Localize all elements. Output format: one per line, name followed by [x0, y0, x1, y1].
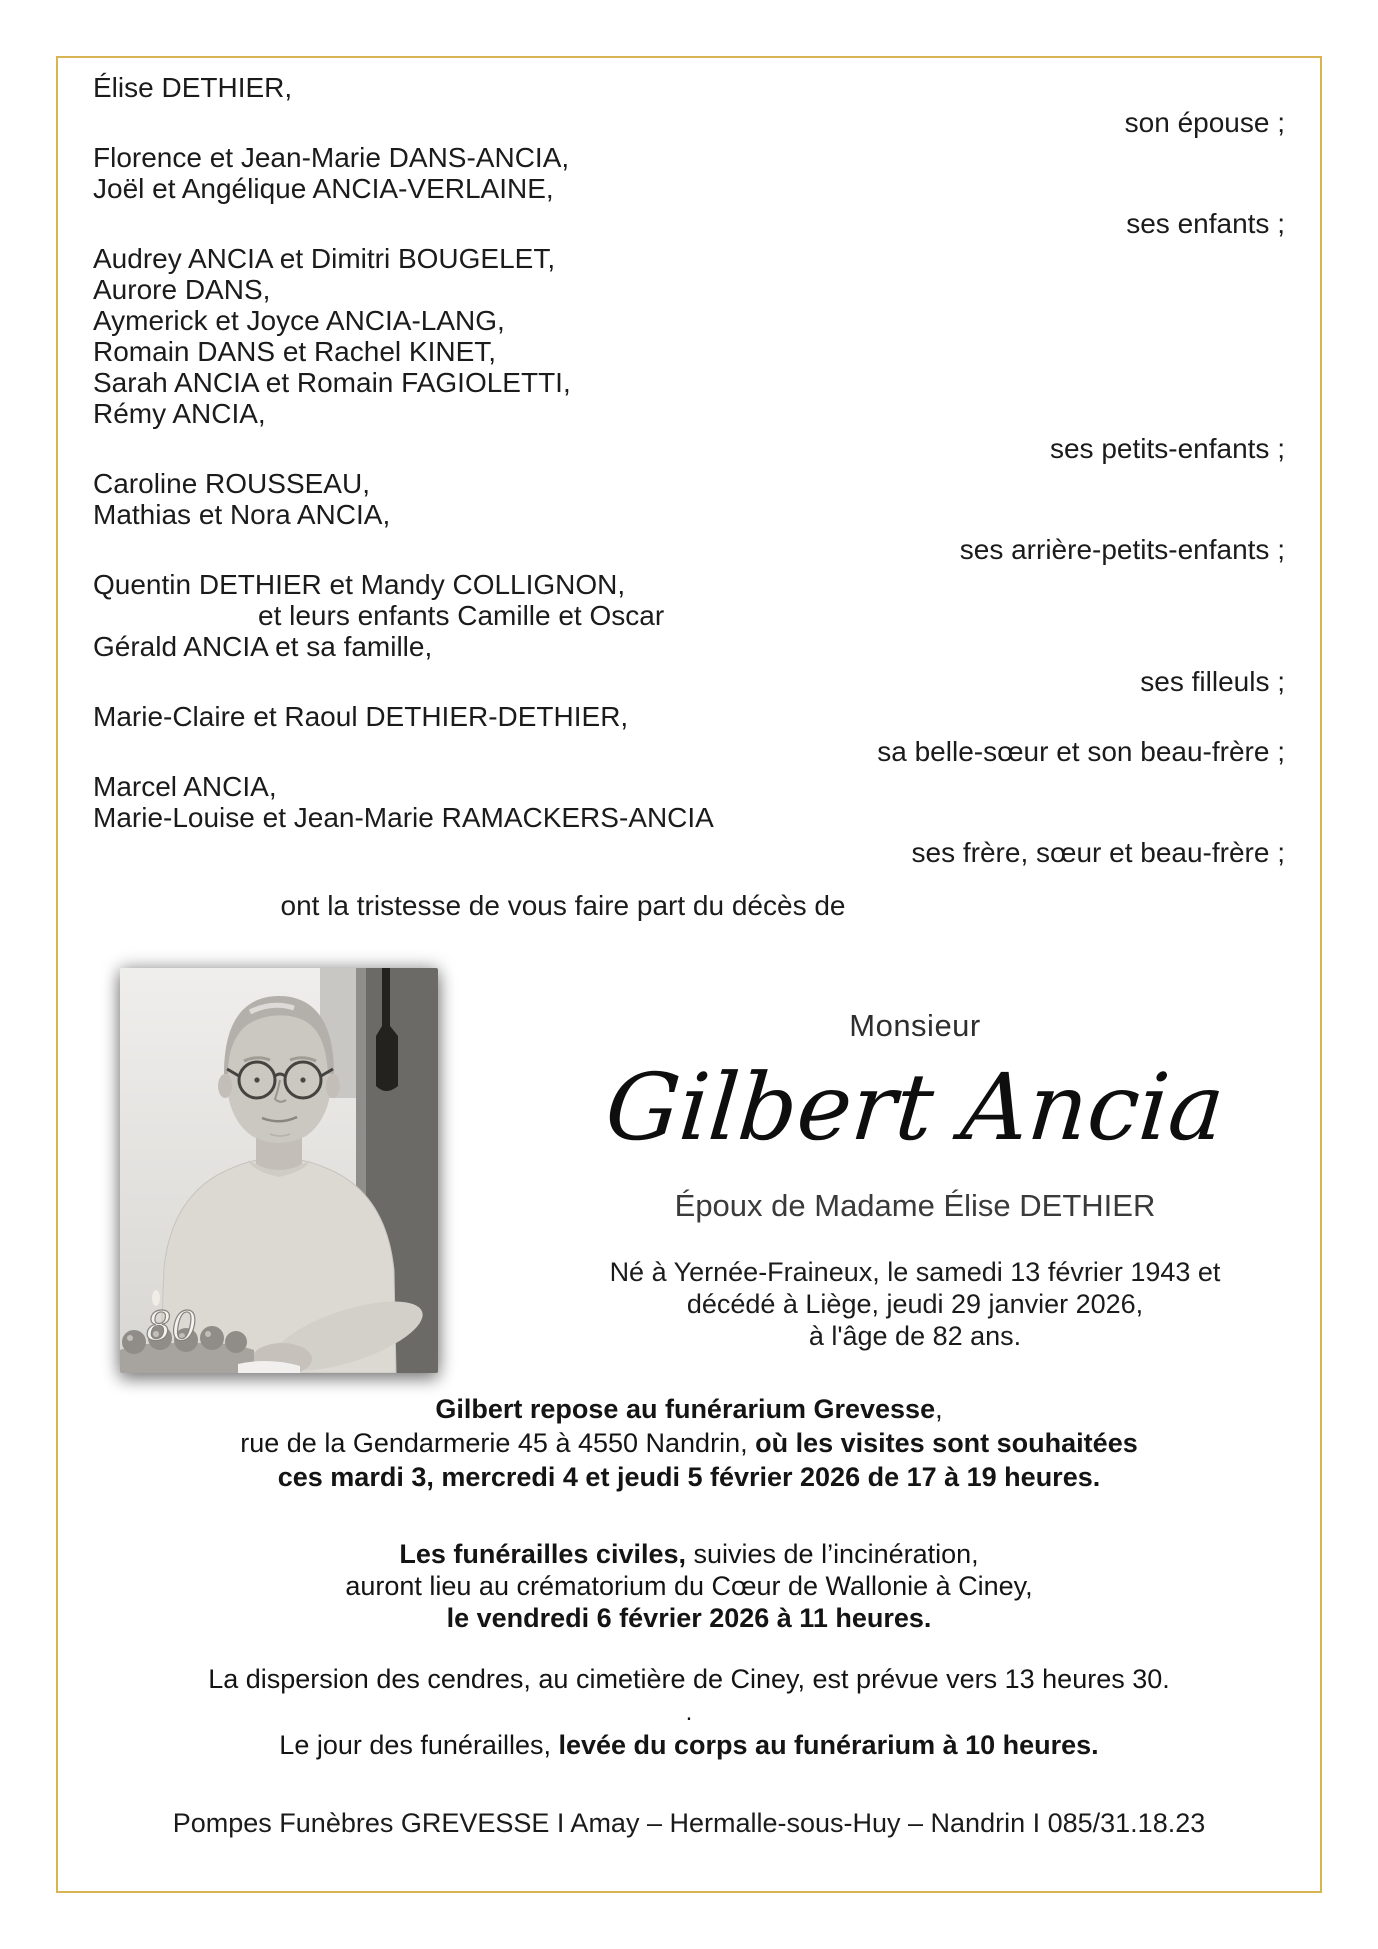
family-line: Joël et Angélique ANCIA-VERLAINE, — [93, 173, 554, 204]
family-line: Mathias et Nora ANCIA, — [93, 499, 391, 530]
family-line: Aymerick et Joyce ANCIA-LANG, — [93, 305, 505, 336]
family-line: Marie-Louise et Jean-Marie RAMACKERS-ANCIA — [93, 802, 714, 833]
birth-line: Né à Yernée-Fraineux, le samedi 13 février 1943 et — [609, 1257, 1221, 1287]
cake-number-candles: 80 — [146, 1304, 197, 1350]
funeral-line-1-bold: Les funérailles civiles, — [399, 1539, 686, 1569]
family-list — [93, 66, 1285, 872]
family-line: ses filleuls ; — [1140, 666, 1285, 697]
separator-dot: . — [685, 1699, 693, 1726]
levee-line-plain: Le jour des funérailles, — [279, 1730, 559, 1760]
funeral-line-2: auront lieu au crématorium du Cœur de Wallonie à Ciney, — [345, 1571, 1033, 1601]
family-line: Aurore DANS, — [93, 274, 271, 305]
age-line: à l'âge de 82 ans. — [808, 1321, 1022, 1351]
family-line: Romain DANS et Rachel KINET, — [93, 336, 497, 367]
intro-line: ont la tristesse de vous faire part du décès de — [280, 890, 846, 921]
spouse-line: Époux de Madame Élise DETHIER — [674, 1188, 1156, 1223]
right-ear — [326, 1074, 340, 1098]
repose-notice — [60, 1392, 1318, 1494]
funeral-home-footer: Pompes Funèbres GREVESSE I Amay – Hermalle-sous-Huy – Nandrin I 085/31.18.23 — [172, 1808, 1206, 1838]
family-line: Audrey ANCIA et Dimitri BOUGELET, — [93, 243, 556, 274]
family-line: ses petits-enfants ; — [1049, 433, 1285, 464]
life-dates — [545, 1256, 1285, 1352]
repose-line-1-comma: , — [935, 1394, 943, 1424]
levee-line — [60, 1729, 1318, 1761]
portrait-photo — [120, 968, 438, 1373]
dispersion-notice — [60, 1663, 1318, 1761]
family-line: sa belle-sœur et son beau-frère ; — [877, 736, 1285, 767]
salutation: Monsieur — [849, 1008, 981, 1043]
family-line: ses enfants ; — [1126, 208, 1285, 239]
family-line: ses arrière-petits-enfants ; — [959, 534, 1285, 565]
repose-line-3: ces mardi 3, mercredi 4 et jeudi 5 février 2026 de 17 à 19 heures. — [277, 1462, 1101, 1492]
funeral-line-3: le vendredi 6 février 2026 à 11 heures. — [446, 1603, 932, 1633]
family-line: Florence et Jean-Marie DANS-ANCIA, — [93, 142, 570, 173]
left-ear — [218, 1074, 232, 1098]
repose-line-2-address: rue de la Gendarmerie 45 à 4550 Nandrin, — [240, 1428, 756, 1458]
family-line: Sarah ANCIA et Romain FAGIOLETTI, — [93, 367, 571, 398]
funeral-line-1-rest: suivies de l’incinération, — [686, 1539, 979, 1569]
repose-line-2-bold: où les visites sont souhaitées — [755, 1428, 1138, 1458]
family-line: Marie-Claire et Raoul DETHIER-DETHIER, — [93, 701, 629, 732]
funeral-line-1 — [60, 1538, 1318, 1570]
death-line: décédé à Liège, jeudi 29 janvier 2026, — [686, 1289, 1144, 1319]
family-line: Rémy ANCIA, — [93, 398, 266, 429]
repose-line-1 — [60, 1392, 1318, 1426]
family-line: Caroline ROUSSEAU, — [93, 468, 370, 499]
family-line: et leurs enfants Camille et Oscar — [258, 600, 665, 631]
family-line: Gérald ANCIA et sa famille, — [93, 631, 433, 662]
right-eye — [300, 1077, 305, 1082]
dispersion-line: La dispersion des cendres, au cimetière de Ciney, est prévue vers 13 heures 30. — [208, 1664, 1170, 1694]
repose-line-2 — [60, 1426, 1318, 1460]
family-line: Marcel ANCIA, — [93, 771, 277, 802]
left-eye — [254, 1077, 259, 1082]
levee-line-bold: levée du corps au funérarium à 10 heures. — [558, 1730, 1099, 1760]
funeral-notice — [60, 1538, 1318, 1634]
family-line: son épouse ; — [1124, 107, 1285, 138]
family-line: Élise DETHIER, — [93, 72, 293, 103]
repose-line-1-bold: Gilbert repose au funérarium Grevesse — [435, 1394, 936, 1424]
family-line: ses frère, sœur et beau-frère ; — [911, 837, 1285, 868]
family-line: Quentin DETHIER et Mandy COLLIGNON, — [93, 569, 626, 600]
portrait-illustration — [120, 968, 438, 1373]
deceased-name: Gilbert Ancia — [601, 1054, 1229, 1161]
